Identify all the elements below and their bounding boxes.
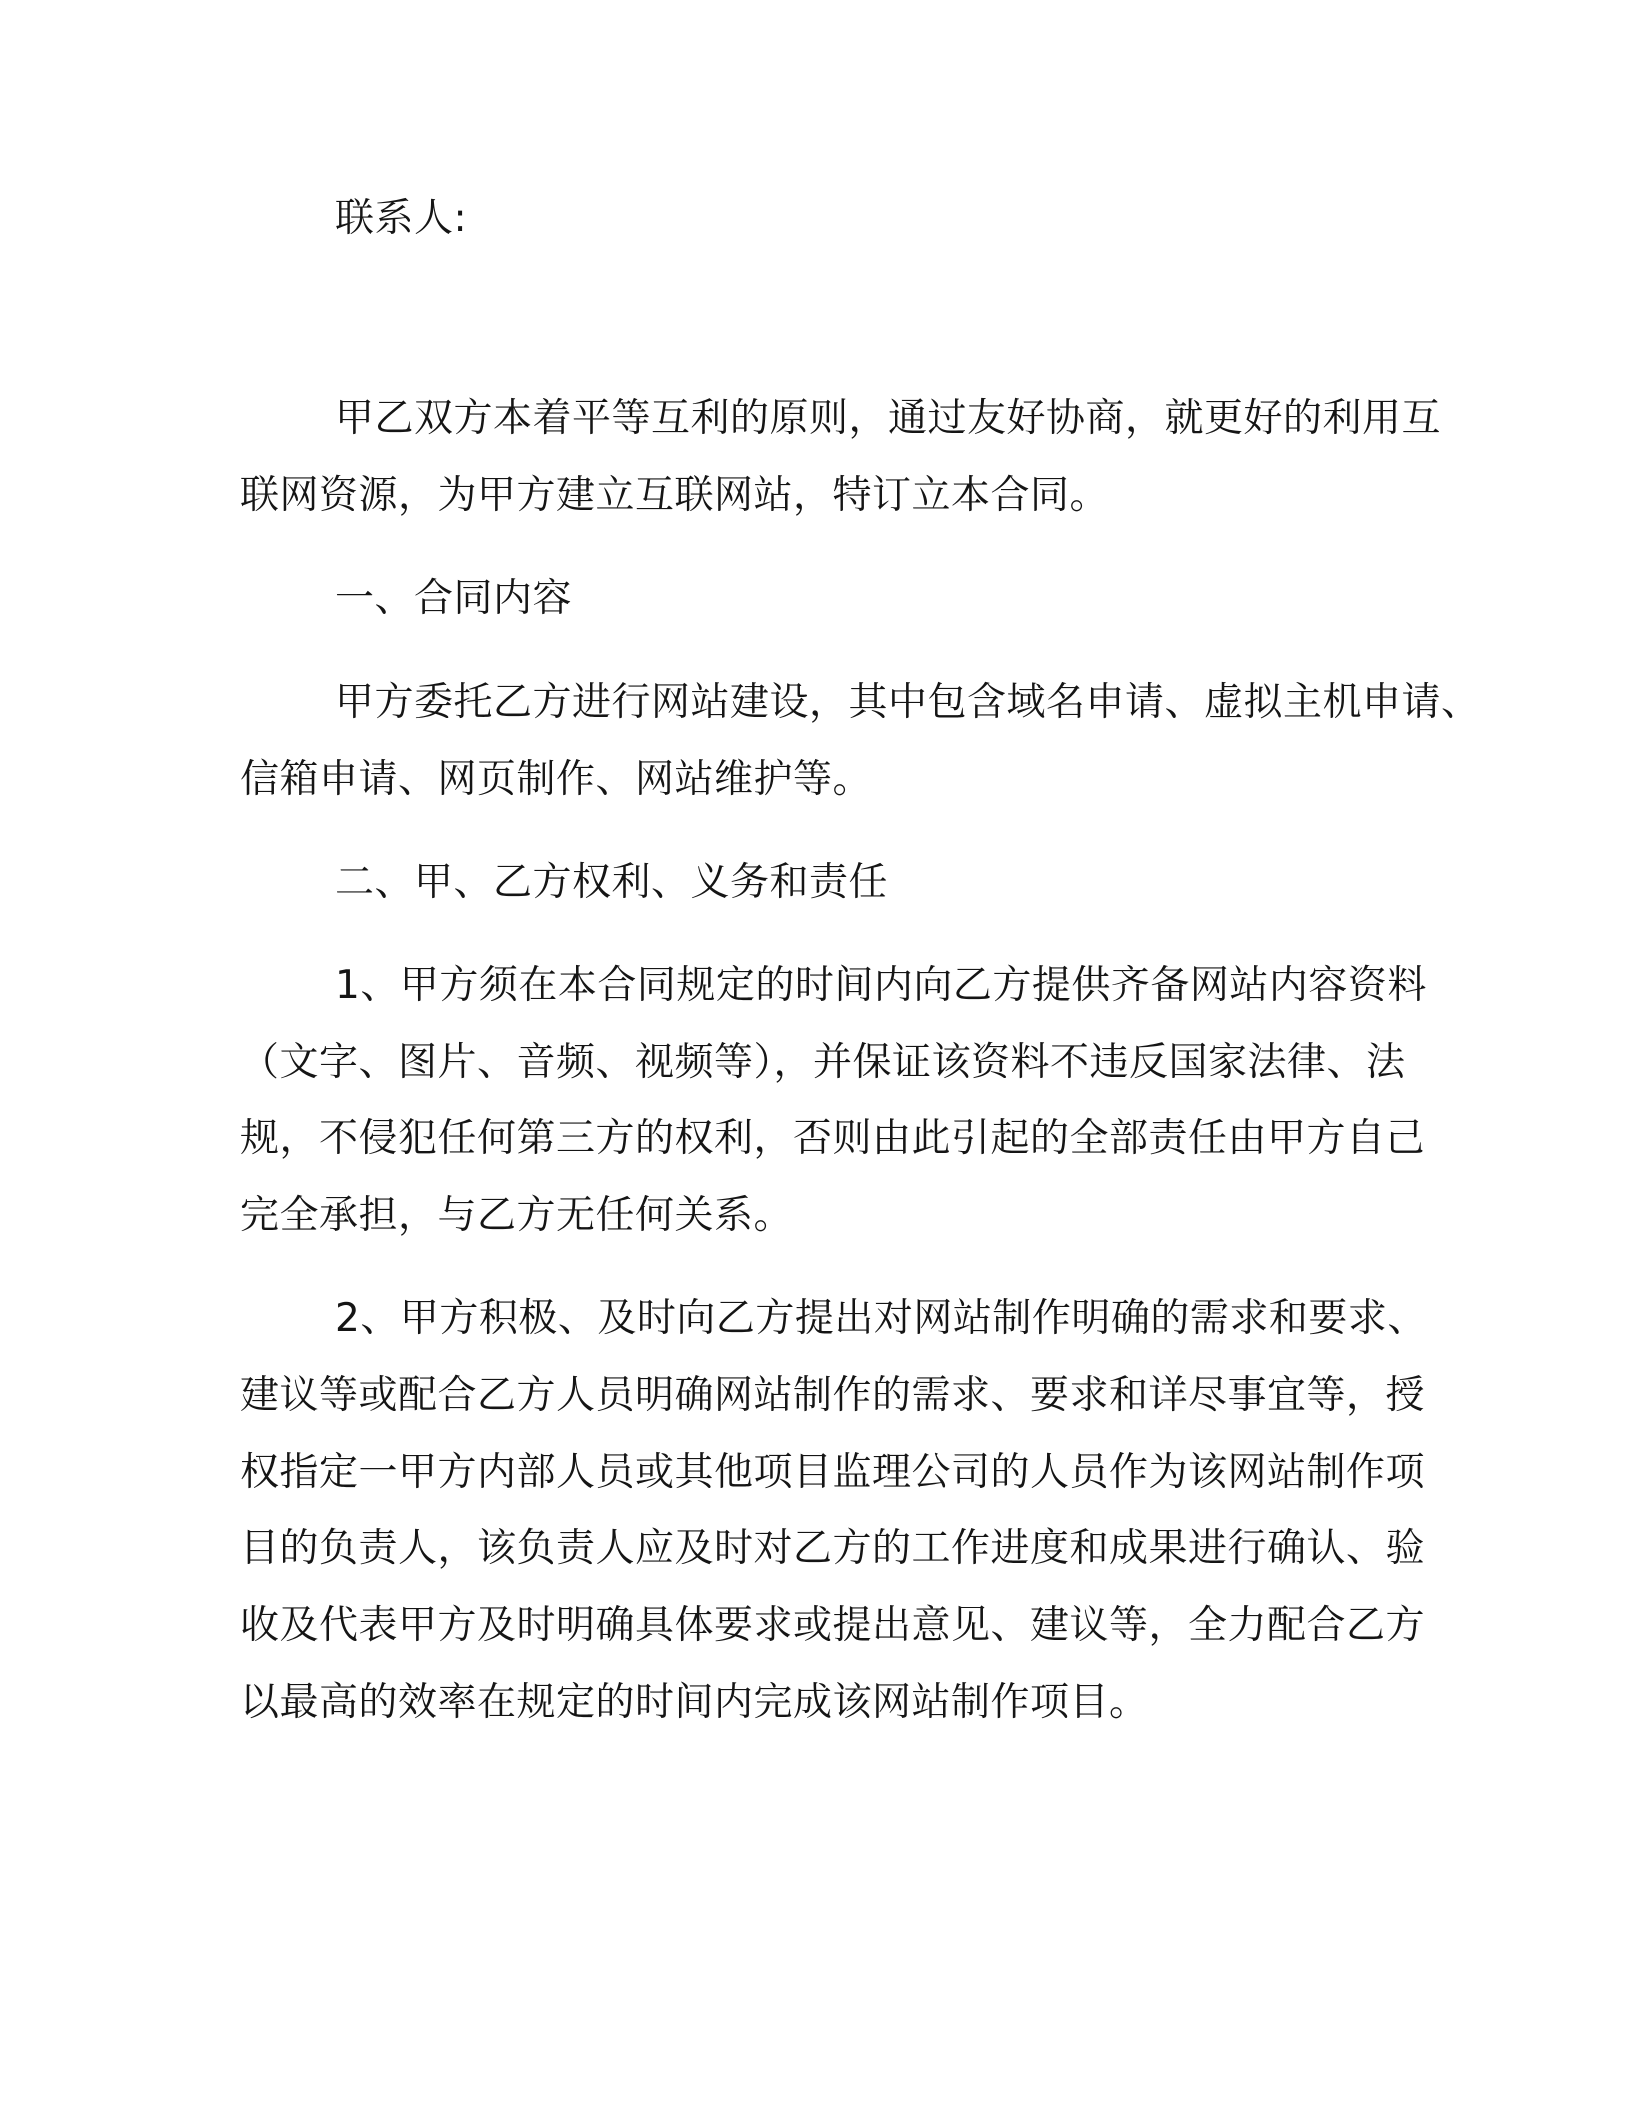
- preamble-line-1: 甲乙双方本着平等互利的原则，通过友好协商，就更好的利用互: [335, 396, 1442, 441]
- clause2-line-6: 以最高的效率在规定的时间内完成该网站制作项目。: [240, 1680, 1149, 1725]
- clause1-line-3: 规，不侵犯任何第三方的权利，否则由此引起的全部责任由甲方自己: [240, 1116, 1426, 1161]
- preamble-line-2: 联网资源，为甲方建立互联网站，特订立本合同。: [240, 473, 1110, 518]
- section1-line-2: 信箱申请、网页制作、网站维护等。: [240, 757, 873, 802]
- clause1-line-1: 1、甲方须在本合同规定的时间内向乙方提供齐备网站内容资料: [335, 963, 1427, 1008]
- clause2-line-4: 目的负责人，该负责人应及时对乙方的工作进度和成果进行确认、验: [240, 1526, 1426, 1571]
- section-heading-rights-duties: 二、甲、乙方权利、义务和责任: [335, 860, 889, 905]
- clause1-line-4: 完全承担，与乙方无任何关系。: [240, 1193, 794, 1238]
- section1-line-1: 甲方委托乙方进行网站建设，其中包含域名申请、虚拟主机申请、: [335, 680, 1481, 725]
- clause2-line-3: 权指定一甲方内部人员或其他项目监理公司的人员作为该网站制作项: [240, 1450, 1426, 1495]
- clause2-line-1: 2、甲方积极、及时向乙方提出对网站制作明确的需求和要求、: [335, 1296, 1427, 1341]
- contact-label: 联系人:: [335, 196, 468, 241]
- clause2-line-5: 收及代表甲方及时明确具体要求或提出意见、建议等，全力配合乙方: [240, 1603, 1426, 1648]
- clause2-line-2: 建议等或配合乙方人员明确网站制作的需求、要求和详尽事宜等，授: [240, 1373, 1426, 1418]
- clause1-line-2: （文字、图片、音频、视频等），并保证该资料不违反国家法律、法: [240, 1040, 1406, 1085]
- section-heading-contract-content: 一、合同内容: [335, 576, 573, 621]
